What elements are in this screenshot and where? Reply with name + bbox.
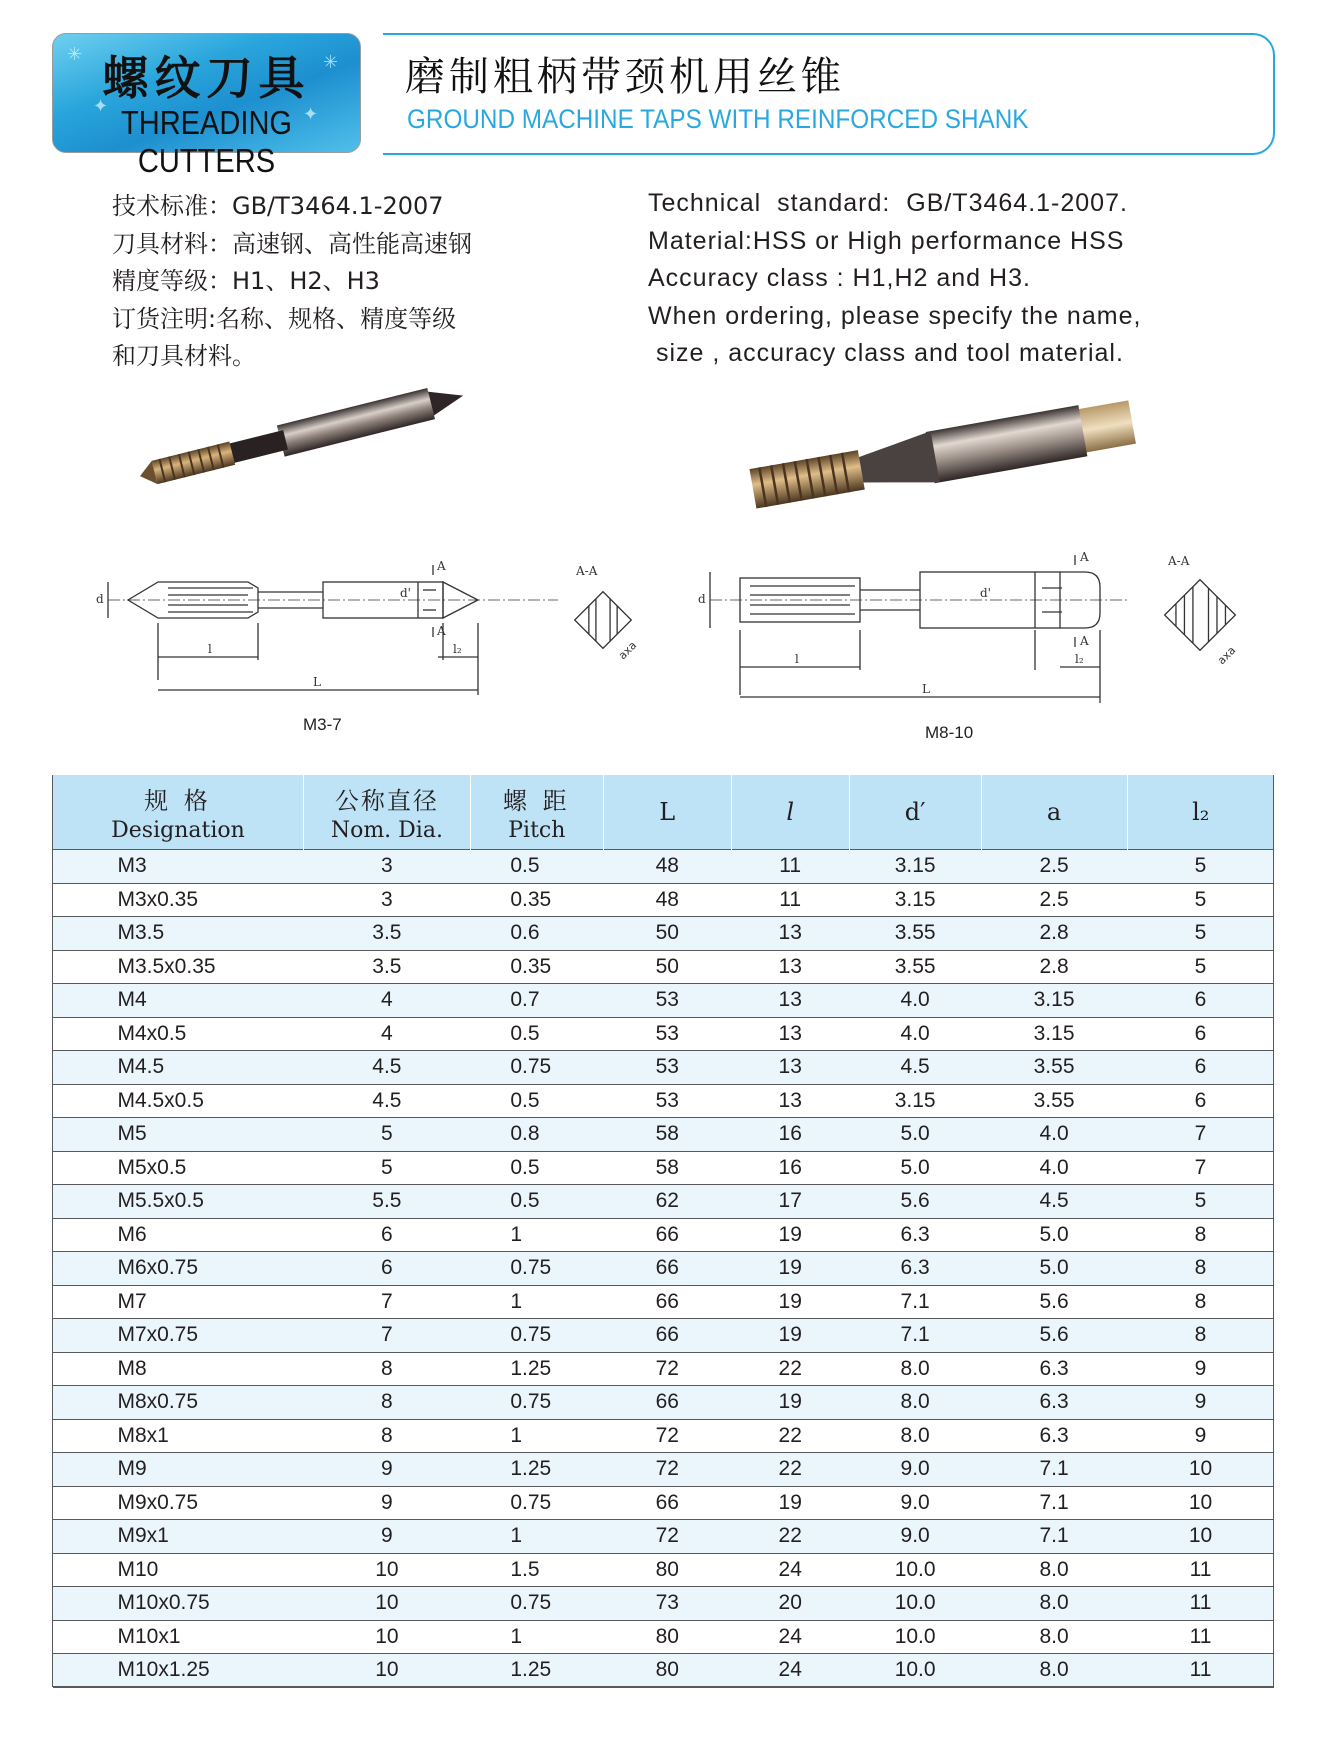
cell-d-prime: 3.55 — [849, 950, 981, 984]
cell-d-prime: 5.0 — [849, 1151, 981, 1185]
cell-pitch: 1 — [470, 1620, 603, 1654]
cell-d-prime: 7.1 — [849, 1319, 981, 1353]
cell-nom-dia: 5 — [303, 1151, 470, 1185]
cell-a: 3.15 — [981, 1017, 1127, 1051]
cell-a: 8.0 — [981, 1587, 1127, 1621]
cell-pitch: 0.75 — [470, 1486, 603, 1520]
cell-designation: M8 — [53, 1352, 304, 1386]
cell-a: 2.8 — [981, 950, 1127, 984]
cell-a: 8.0 — [981, 1620, 1127, 1654]
cell-l: 19 — [731, 1486, 849, 1520]
section-dim-label: axa — [1214, 643, 1239, 668]
cell-L: 72 — [603, 1520, 731, 1554]
section-dim-label: axa — [615, 638, 640, 663]
cell-d-prime: 5.6 — [849, 1185, 981, 1219]
cell-nom-dia: 6 — [303, 1252, 470, 1286]
tap-photo-small — [130, 385, 480, 485]
cell-l: 20 — [731, 1587, 849, 1621]
spec-table — [52, 775, 1274, 1688]
table-row — [53, 1486, 1275, 1520]
cell-nom-dia: 8 — [303, 1352, 470, 1386]
cell-pitch: 1 — [470, 1285, 603, 1319]
spec-line: size , accuracy class and tool material. — [648, 339, 1124, 367]
cell-l2: 5 — [1127, 917, 1274, 951]
cell-designation: M5 — [53, 1118, 304, 1152]
cell-d-prime: 10.0 — [849, 1654, 981, 1688]
col-header-pitch: 螺 距 Pitch — [470, 775, 603, 850]
col-header-l2: l₂ — [1127, 775, 1274, 850]
cell-a: 4.0 — [981, 1118, 1127, 1152]
cell-d-prime: 3.15 — [849, 850, 981, 884]
cell-l2: 7 — [1127, 1151, 1274, 1185]
cell-d-prime: 6.3 — [849, 1218, 981, 1252]
col-header-d-prime: d′ — [849, 775, 981, 850]
cell-l2: 8 — [1127, 1252, 1274, 1286]
table-row — [53, 1319, 1275, 1353]
cell-L: 48 — [603, 850, 731, 884]
cell-l: 22 — [731, 1419, 849, 1453]
cell-l2: 6 — [1127, 1017, 1274, 1051]
cut-mark-label: A — [437, 624, 446, 638]
table-row — [53, 1587, 1275, 1621]
cell-L: 58 — [603, 1151, 731, 1185]
cell-designation: M4x0.5 — [53, 1017, 304, 1051]
cell-l: 17 — [731, 1185, 849, 1219]
sparkle-icon: ✦ — [303, 104, 319, 124]
cell-L: 50 — [603, 950, 731, 984]
technical-drawing-m3-7 — [88, 545, 648, 720]
cell-designation: M10x1 — [53, 1620, 304, 1654]
cell-L: 53 — [603, 1084, 731, 1118]
cell-designation: M7x0.75 — [53, 1319, 304, 1353]
cell-d-prime: 3.55 — [849, 917, 981, 951]
specs-english — [648, 185, 1288, 373]
table-row — [53, 1453, 1275, 1487]
cell-l2: 8 — [1127, 1319, 1274, 1353]
cell-pitch: 0.75 — [470, 1386, 603, 1420]
page-title-en: GROUND MACHINE TAPS WITH REINFORCED SHANK — [407, 104, 1029, 134]
cell-a: 7.1 — [981, 1486, 1127, 1520]
cell-l2: 6 — [1127, 1084, 1274, 1118]
cell-l2: 11 — [1127, 1587, 1274, 1621]
cell-d-prime: 8.0 — [849, 1352, 981, 1386]
cell-d-prime: 9.0 — [849, 1520, 981, 1554]
specs-chinese — [112, 188, 572, 376]
cell-d-prime: 4.0 — [849, 984, 981, 1018]
cell-designation: M4.5x0.5 — [53, 1084, 304, 1118]
category-badge — [52, 33, 361, 179]
cell-designation: M5x0.5 — [53, 1151, 304, 1185]
cell-a: 5.0 — [981, 1252, 1127, 1286]
table-row — [53, 1051, 1275, 1085]
cell-l: 19 — [731, 1386, 849, 1420]
table-row — [53, 883, 1275, 917]
col-header-L: L — [603, 775, 731, 850]
cell-l: 19 — [731, 1285, 849, 1319]
cell-l2: 10 — [1127, 1520, 1274, 1554]
cell-d-prime: 5.0 — [849, 1118, 981, 1152]
cell-l: 11 — [731, 883, 849, 917]
cell-l2: 9 — [1127, 1419, 1274, 1453]
dim-label-d-prime: d' — [980, 586, 991, 600]
cell-l2: 10 — [1127, 1486, 1274, 1520]
dim-label-l2: l₂ — [453, 642, 462, 656]
cell-pitch: 1.5 — [470, 1553, 603, 1587]
table-row — [53, 1553, 1275, 1587]
spec-line: Technical standard: GB/T3464.1-2007. — [648, 189, 1128, 217]
cell-designation: M3 — [53, 850, 304, 884]
cell-pitch: 1 — [470, 1419, 603, 1453]
sparkle-icon: ✦ — [93, 96, 109, 116]
cell-l: 22 — [731, 1352, 849, 1386]
col-header-nom-dia: 公称直径 Nom. Dia. — [303, 775, 470, 850]
cell-nom-dia: 8 — [303, 1386, 470, 1420]
cell-designation: M3x0.35 — [53, 883, 304, 917]
cell-a: 2.5 — [981, 883, 1127, 917]
cell-l2: 11 — [1127, 1553, 1274, 1587]
cut-mark-label: A — [1080, 634, 1089, 648]
cell-pitch: 0.5 — [470, 1185, 603, 1219]
cell-a: 4.5 — [981, 1185, 1127, 1219]
table-row — [53, 1520, 1275, 1554]
drawing-label-m8-10: M8-10 — [925, 723, 974, 742]
cell-l: 13 — [731, 1084, 849, 1118]
cell-designation: M6 — [53, 1218, 304, 1252]
table-row — [53, 1218, 1275, 1252]
table-row — [53, 984, 1275, 1018]
table-row — [53, 917, 1275, 951]
cell-pitch: 0.5 — [470, 850, 603, 884]
cell-L: 66 — [603, 1319, 731, 1353]
cell-a: 6.3 — [981, 1352, 1127, 1386]
cell-d-prime: 3.15 — [849, 1084, 981, 1118]
cell-a: 7.1 — [981, 1453, 1127, 1487]
cell-l2: 5 — [1127, 1185, 1274, 1219]
table-row — [53, 1017, 1275, 1051]
cell-pitch: 0.5 — [470, 1151, 603, 1185]
cell-nom-dia: 10 — [303, 1620, 470, 1654]
spec-line: 技术标准：GB/T3464.1-2007 — [112, 192, 444, 220]
cell-a: 7.1 — [981, 1520, 1127, 1554]
cell-l: 13 — [731, 1051, 849, 1085]
cell-nom-dia: 3.5 — [303, 917, 470, 951]
cell-L: 72 — [603, 1419, 731, 1453]
cell-l: 16 — [731, 1118, 849, 1152]
table-row — [53, 1419, 1275, 1453]
cell-a: 6.3 — [981, 1386, 1127, 1420]
cell-L: 48 — [603, 883, 731, 917]
spec-line: 和刀具材料。 — [112, 342, 256, 370]
table-row — [53, 850, 1275, 884]
table-row — [53, 1386, 1275, 1420]
cell-pitch: 0.5 — [470, 1084, 603, 1118]
col-header-l: l — [731, 775, 849, 850]
cell-designation: M3.5x0.35 — [53, 950, 304, 984]
cell-l2: 9 — [1127, 1386, 1274, 1420]
cell-l2: 6 — [1127, 984, 1274, 1018]
cell-d-prime: 6.3 — [849, 1252, 981, 1286]
dim-label-L: L — [313, 675, 321, 689]
cell-a: 8.0 — [981, 1654, 1127, 1688]
cell-l2: 11 — [1127, 1620, 1274, 1654]
spec-line: 刀具材料：高速钢、高性能高速钢 — [112, 229, 472, 258]
table-row — [53, 1620, 1275, 1654]
dim-label-d: d — [698, 592, 706, 606]
cell-a: 5.6 — [981, 1319, 1127, 1353]
cell-nom-dia: 5 — [303, 1118, 470, 1152]
cell-d-prime: 10.0 — [849, 1553, 981, 1587]
cell-d-prime: 9.0 — [849, 1486, 981, 1520]
cell-designation: M9x0.75 — [53, 1486, 304, 1520]
cell-L: 66 — [603, 1285, 731, 1319]
section-label: A-A — [1168, 554, 1190, 568]
cell-a: 8.0 — [981, 1553, 1127, 1587]
cell-pitch: 1.25 — [470, 1654, 603, 1688]
cell-nom-dia: 9 — [303, 1520, 470, 1554]
cell-a: 3.55 — [981, 1051, 1127, 1085]
cell-designation: M4 — [53, 984, 304, 1018]
cell-l2: 8 — [1127, 1285, 1274, 1319]
cell-nom-dia: 4 — [303, 1017, 470, 1051]
cell-L: 73 — [603, 1587, 731, 1621]
sparkle-icon: ✳ — [67, 44, 83, 64]
cell-l2: 11 — [1127, 1654, 1274, 1688]
cell-L: 62 — [603, 1185, 731, 1219]
cell-d-prime: 4.5 — [849, 1051, 981, 1085]
cell-nom-dia: 3 — [303, 850, 470, 884]
cell-L: 66 — [603, 1218, 731, 1252]
table-row — [53, 1151, 1275, 1185]
cell-a: 3.15 — [981, 984, 1127, 1018]
cell-l: 16 — [731, 1151, 849, 1185]
cell-nom-dia: 6 — [303, 1218, 470, 1252]
cell-l: 13 — [731, 1017, 849, 1051]
cell-nom-dia: 9 — [303, 1453, 470, 1487]
cell-l2: 7 — [1127, 1118, 1274, 1152]
table-row — [53, 1185, 1275, 1219]
spec-line: Accuracy class : H1,H2 and H3. — [648, 264, 1031, 292]
tap-photo-large — [735, 385, 1155, 525]
cell-L: 66 — [603, 1252, 731, 1286]
cell-l2: 5 — [1127, 850, 1274, 884]
cell-l: 13 — [731, 917, 849, 951]
cell-l: 19 — [731, 1218, 849, 1252]
cell-nom-dia: 7 — [303, 1319, 470, 1353]
cell-L: 80 — [603, 1553, 731, 1587]
table-row — [53, 1118, 1275, 1152]
cell-designation: M10x0.75 — [53, 1587, 304, 1621]
cell-a: 5.6 — [981, 1285, 1127, 1319]
spec-line: 订货注明:名称、规格、精度等级 — [112, 304, 457, 333]
dim-label-l: l — [208, 642, 212, 656]
cell-l: 13 — [731, 984, 849, 1018]
category-title-en: THREADING CUTTERS — [120, 104, 293, 179]
cell-l: 24 — [731, 1654, 849, 1688]
spec-line: 精度等级：H1、H2、H3 — [112, 267, 380, 295]
cell-nom-dia: 10 — [303, 1587, 470, 1621]
table-row — [53, 1352, 1275, 1386]
cell-d-prime: 3.15 — [849, 883, 981, 917]
cell-designation: M4.5 — [53, 1051, 304, 1085]
cell-designation: M9x1 — [53, 1520, 304, 1554]
cut-mark-label: A — [1080, 550, 1089, 564]
cell-L: 53 — [603, 984, 731, 1018]
cell-designation: M7 — [53, 1285, 304, 1319]
cell-l2: 6 — [1127, 1051, 1274, 1085]
col-header-a: a — [981, 775, 1127, 850]
cut-mark-label: A — [437, 559, 446, 573]
cell-nom-dia: 3.5 — [303, 950, 470, 984]
cell-d-prime: 8.0 — [849, 1386, 981, 1420]
cell-l: 13 — [731, 950, 849, 984]
cell-d-prime: 7.1 — [849, 1285, 981, 1319]
cell-a: 2.5 — [981, 850, 1127, 884]
cell-nom-dia: 4.5 — [303, 1084, 470, 1118]
dim-label-d-prime: d' — [400, 586, 411, 600]
section-label: A-A — [576, 564, 598, 578]
cell-L: 66 — [603, 1486, 731, 1520]
cell-d-prime: 9.0 — [849, 1453, 981, 1487]
cell-nom-dia: 10 — [303, 1654, 470, 1688]
cell-nom-dia: 4.5 — [303, 1051, 470, 1085]
dim-label-l: l — [795, 652, 799, 666]
cell-nom-dia: 9 — [303, 1486, 470, 1520]
cell-designation: M3.5 — [53, 917, 304, 951]
cell-d-prime: 8.0 — [849, 1419, 981, 1453]
cell-pitch: 1 — [470, 1520, 603, 1554]
table-row — [53, 1654, 1275, 1688]
cell-nom-dia: 3 — [303, 883, 470, 917]
table-row — [53, 1252, 1275, 1286]
table-header-row — [53, 775, 1275, 850]
cell-L: 80 — [603, 1654, 731, 1688]
cell-l2: 5 — [1127, 883, 1274, 917]
cell-a: 5.0 — [981, 1218, 1127, 1252]
cell-pitch: 0.35 — [470, 883, 603, 917]
cell-L: 66 — [603, 1386, 731, 1420]
cell-pitch: 1 — [470, 1218, 603, 1252]
cell-l: 19 — [731, 1252, 849, 1286]
cell-pitch: 0.75 — [470, 1587, 603, 1621]
cell-a: 2.8 — [981, 917, 1127, 951]
col-header-designation: 规 格 Designation — [53, 775, 304, 850]
cell-pitch: 0.8 — [470, 1118, 603, 1152]
cell-a: 3.55 — [981, 1084, 1127, 1118]
dim-label-L: L — [922, 682, 930, 696]
cell-pitch: 0.5 — [470, 1017, 603, 1051]
cell-l: 24 — [731, 1620, 849, 1654]
cell-L: 80 — [603, 1620, 731, 1654]
spec-line: When ordering, please specify the name, — [648, 301, 1142, 330]
cell-nom-dia: 4 — [303, 984, 470, 1018]
cell-L: 53 — [603, 1051, 731, 1085]
cell-designation: M10x1.25 — [53, 1654, 304, 1688]
page-title-cn: 磨制粗柄带颈机用丝锥 — [405, 54, 845, 100]
cell-l2: 5 — [1127, 950, 1274, 984]
cell-nom-dia: 5.5 — [303, 1185, 470, 1219]
cell-d-prime: 10.0 — [849, 1620, 981, 1654]
cell-pitch: 0.7 — [470, 984, 603, 1018]
cell-L: 53 — [603, 1017, 731, 1051]
table-row — [53, 1285, 1275, 1319]
table-row — [53, 1084, 1275, 1118]
cell-pitch: 0.75 — [470, 1252, 603, 1286]
cell-l: 22 — [731, 1453, 849, 1487]
cell-l2: 10 — [1127, 1453, 1274, 1487]
cell-pitch: 0.35 — [470, 950, 603, 984]
cell-d-prime: 10.0 — [849, 1587, 981, 1621]
category-title-cn: 螺纹刀具 — [102, 51, 311, 105]
cell-l: 19 — [731, 1319, 849, 1353]
cell-pitch: 0.75 — [470, 1319, 603, 1353]
cell-pitch: 1.25 — [470, 1453, 603, 1487]
cell-L: 72 — [603, 1453, 731, 1487]
cell-designation: M5.5x0.5 — [53, 1185, 304, 1219]
cell-designation: M9 — [53, 1453, 304, 1487]
spec-line: Material:HSS or High performance HSS — [648, 226, 1125, 255]
cell-nom-dia: 8 — [303, 1419, 470, 1453]
cell-nom-dia: 7 — [303, 1285, 470, 1319]
cell-l: 11 — [731, 850, 849, 884]
cell-a: 4.0 — [981, 1151, 1127, 1185]
cell-designation: M6x0.75 — [53, 1252, 304, 1286]
cell-l2: 8 — [1127, 1218, 1274, 1252]
drawing-label-m3-7: M3-7 — [303, 715, 342, 734]
cell-designation: M8x1 — [53, 1419, 304, 1453]
cell-designation: M8x0.75 — [53, 1386, 304, 1420]
cell-pitch: 0.6 — [470, 917, 603, 951]
cell-pitch: 0.75 — [470, 1051, 603, 1085]
cell-L: 72 — [603, 1352, 731, 1386]
cell-a: 6.3 — [981, 1419, 1127, 1453]
sparkle-icon: ✳ — [323, 52, 339, 72]
cell-nom-dia: 10 — [303, 1553, 470, 1587]
cell-designation: M10 — [53, 1553, 304, 1587]
cell-L: 58 — [603, 1118, 731, 1152]
table-row — [53, 950, 1275, 984]
dim-label-l2: l₂ — [1075, 652, 1084, 666]
cell-d-prime: 4.0 — [849, 1017, 981, 1051]
dim-label-d: d — [96, 592, 104, 606]
cell-l: 22 — [731, 1520, 849, 1554]
cell-l2: 9 — [1127, 1352, 1274, 1386]
cell-pitch: 1.25 — [470, 1352, 603, 1386]
technical-drawing-m8-10 — [690, 545, 1270, 725]
cell-l: 24 — [731, 1553, 849, 1587]
cell-L: 50 — [603, 917, 731, 951]
